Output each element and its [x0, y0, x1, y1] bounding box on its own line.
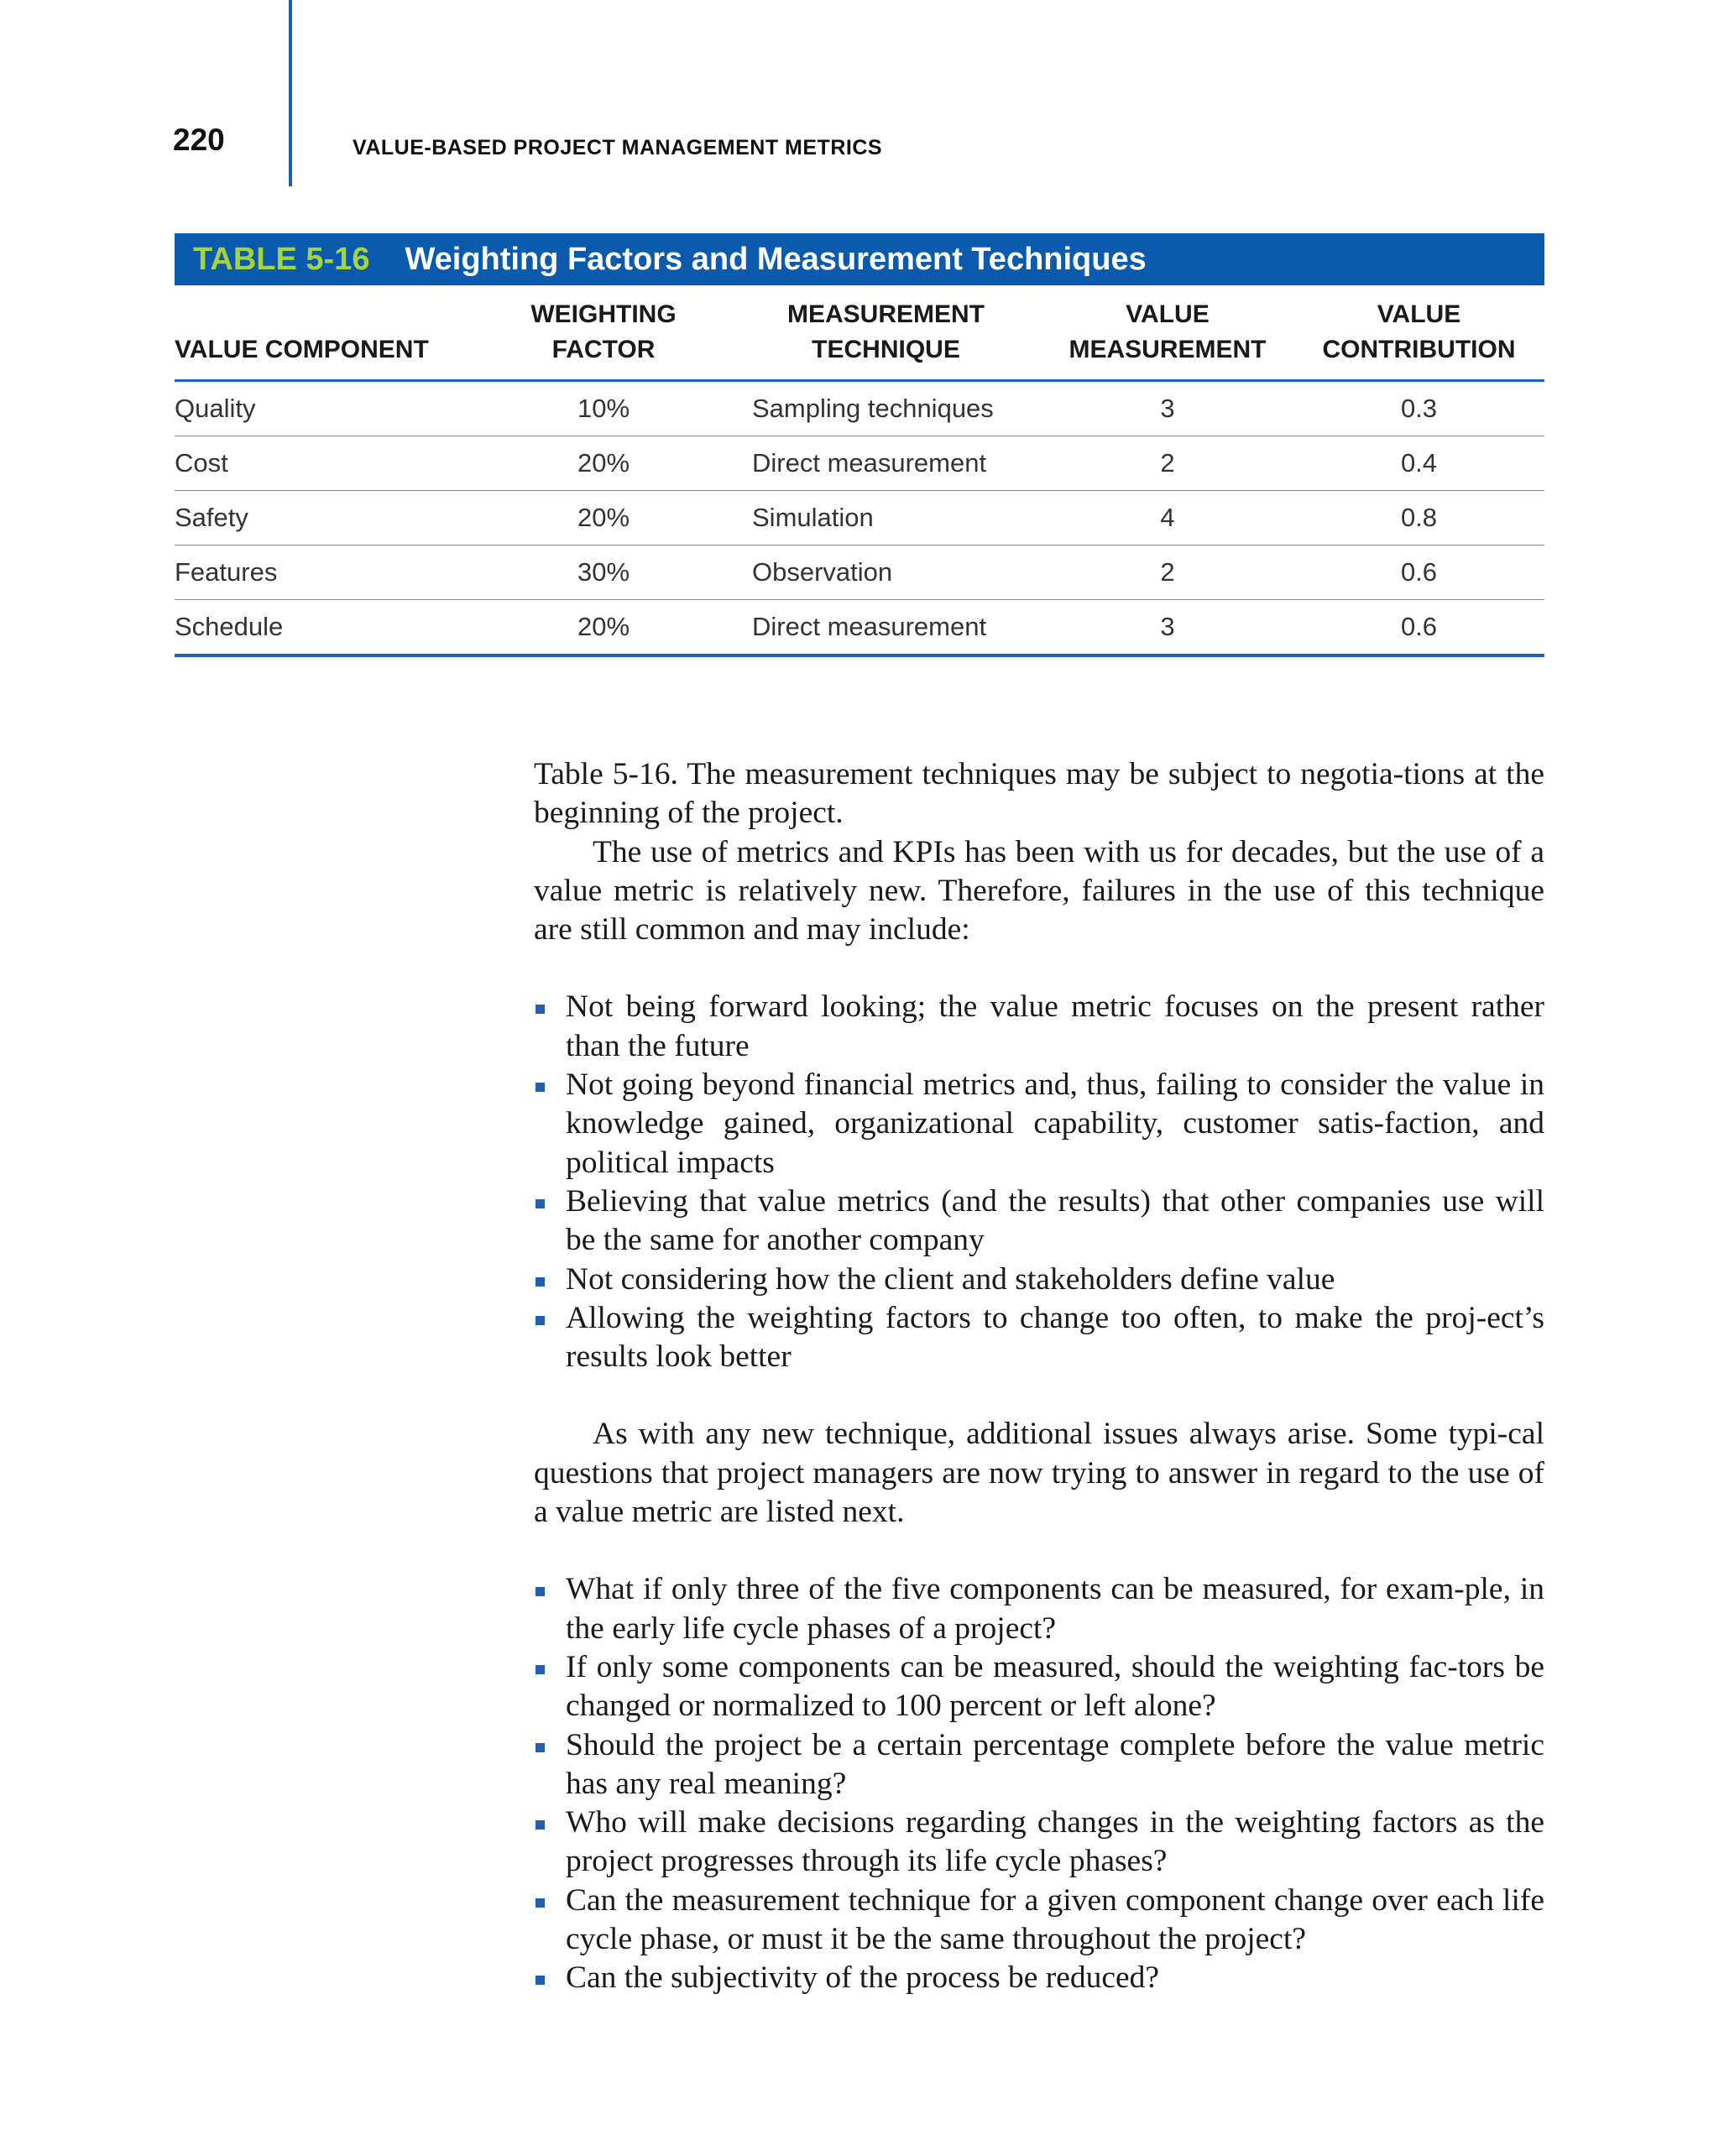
- column-header-value-component: VALUE COMPONENT: [175, 285, 477, 381]
- table-row: [175, 381, 1544, 436]
- paragraph-questions-intro: As with any new technique, additional issues always arise. Some typi-cal questions that project managers are now trying to answer in regard to the use of a value metric are listed next.: [534, 1417, 1544, 1530]
- cell-component: Features: [175, 546, 477, 600]
- page-number: 220: [173, 123, 225, 157]
- cell-contribution: 0.3: [1293, 381, 1544, 436]
- column-header-value-contribution: VALUE CONTRIBUTION: [1293, 285, 1544, 381]
- cell-component: Schedule: [175, 600, 477, 656]
- table-row: [175, 491, 1544, 546]
- table-title: Weighting Factors and Measurement Techniques: [405, 241, 1147, 277]
- list-item: Believing that value metrics (and the results) that other companies use will be the same for another company: [534, 1182, 1544, 1261]
- square-bullet-icon: [536, 1820, 545, 1830]
- value-table: [175, 233, 1544, 657]
- paragraph-table-reference: Table 5-16. The measurement techniques may be subject to negotia-tions at the beginning of the project.: [534, 757, 1544, 831]
- square-bullet-icon: [536, 1083, 545, 1092]
- column-header-weighting-factor: WEIGHTING FACTOR: [477, 285, 730, 381]
- cell-weight: 20%: [477, 436, 730, 491]
- cell-measurement: 3: [1042, 600, 1293, 656]
- square-bullet-icon: [536, 1587, 545, 1596]
- cell-measurement: 3: [1042, 381, 1293, 436]
- square-bullet-icon: [536, 1199, 545, 1209]
- square-bullet-icon: [536, 1665, 545, 1674]
- failures-list: [534, 988, 1544, 1376]
- square-bullet-icon: [536, 1898, 545, 1908]
- list-item: Not going beyond financial metrics and, thus, failing to consider the value in knowledge gained, organizational capability, customer satis-faction, and political impacts: [534, 1066, 1544, 1182]
- list-item: Who will make decisions regarding changes in the weighting factors as the project progresses through its life cycle phases?: [534, 1804, 1544, 1882]
- table-row: [175, 436, 1544, 491]
- table-title-bar: [175, 233, 1544, 285]
- cell-technique: Simulation: [730, 491, 1042, 546]
- table-row: [175, 600, 1544, 656]
- body-text: [534, 755, 1544, 1998]
- table-row: [175, 546, 1544, 600]
- cell-technique: Direct measurement: [730, 600, 1042, 656]
- cell-contribution: 0.4: [1293, 436, 1544, 491]
- square-bullet-icon: [536, 1277, 545, 1287]
- square-bullet-icon: [536, 1743, 545, 1752]
- table-label: TABLE 5-16: [193, 241, 370, 277]
- square-bullet-icon: [536, 1976, 545, 1985]
- data-table: [175, 285, 1544, 657]
- square-bullet-icon: [536, 1316, 545, 1325]
- cell-weight: 20%: [477, 600, 730, 656]
- list-item: Can the subjectivity of the process be reduced?: [534, 1959, 1544, 1997]
- cell-contribution: 0.6: [1293, 600, 1544, 656]
- cell-contribution: 0.6: [1293, 546, 1544, 600]
- questions-list: [534, 1570, 1544, 1997]
- list-item: Should the project be a certain percentage complete before the value metric has any real meaning?: [534, 1726, 1544, 1804]
- list-item: Can the measurement technique for a given component change over each life cycle phase, or must it be the same throughout the project?: [534, 1882, 1544, 1960]
- cell-component: Safety: [175, 491, 477, 546]
- column-header-measurement-technique: MEASUREMENT TECHNIQUE: [730, 285, 1042, 381]
- list-item: Not considering how the client and stakeholders define value: [534, 1261, 1544, 1299]
- list-item: If only some components can be measured, should the weighting fac-tors be changed or normalized to 100 percent or left alone?: [534, 1648, 1544, 1726]
- cell-weight: 20%: [477, 491, 730, 546]
- cell-contribution: 0.8: [1293, 491, 1544, 546]
- list-item: What if only three of the five components can be measured, for exam-ple, in the early life cycle phases of a project?: [534, 1570, 1544, 1648]
- cell-measurement: 2: [1042, 546, 1293, 600]
- table-header-row: [175, 285, 1544, 381]
- list-item: Allowing the weighting factors to change too often, to make the proj-ect’s results look better: [534, 1299, 1544, 1377]
- list-item: Not being forward looking; the value metric focuses on the present rather than the future: [534, 988, 1544, 1066]
- cell-technique: Observation: [730, 546, 1042, 600]
- cell-weight: 30%: [477, 546, 730, 600]
- cell-technique: Sampling techniques: [730, 381, 1042, 436]
- running-title: VALUE-BASED PROJECT MANAGEMENT METRICS: [353, 136, 883, 159]
- cell-component: Cost: [175, 436, 477, 491]
- header-rule: [289, 0, 292, 186]
- cell-component: Quality: [175, 381, 477, 436]
- cell-measurement: 4: [1042, 491, 1293, 546]
- cell-weight: 10%: [477, 381, 730, 436]
- paragraph-metrics-intro: The use of metrics and KPIs has been with us for decades, but the use of a value metric is relatively new. Therefore, failures in the use of this technique are still common and may include:: [534, 834, 1544, 947]
- cell-measurement: 2: [1042, 436, 1293, 491]
- column-header-value-measurement: VALUE MEASUREMENT: [1042, 285, 1293, 381]
- cell-technique: Direct measurement: [730, 436, 1042, 491]
- square-bullet-icon: [536, 1005, 545, 1014]
